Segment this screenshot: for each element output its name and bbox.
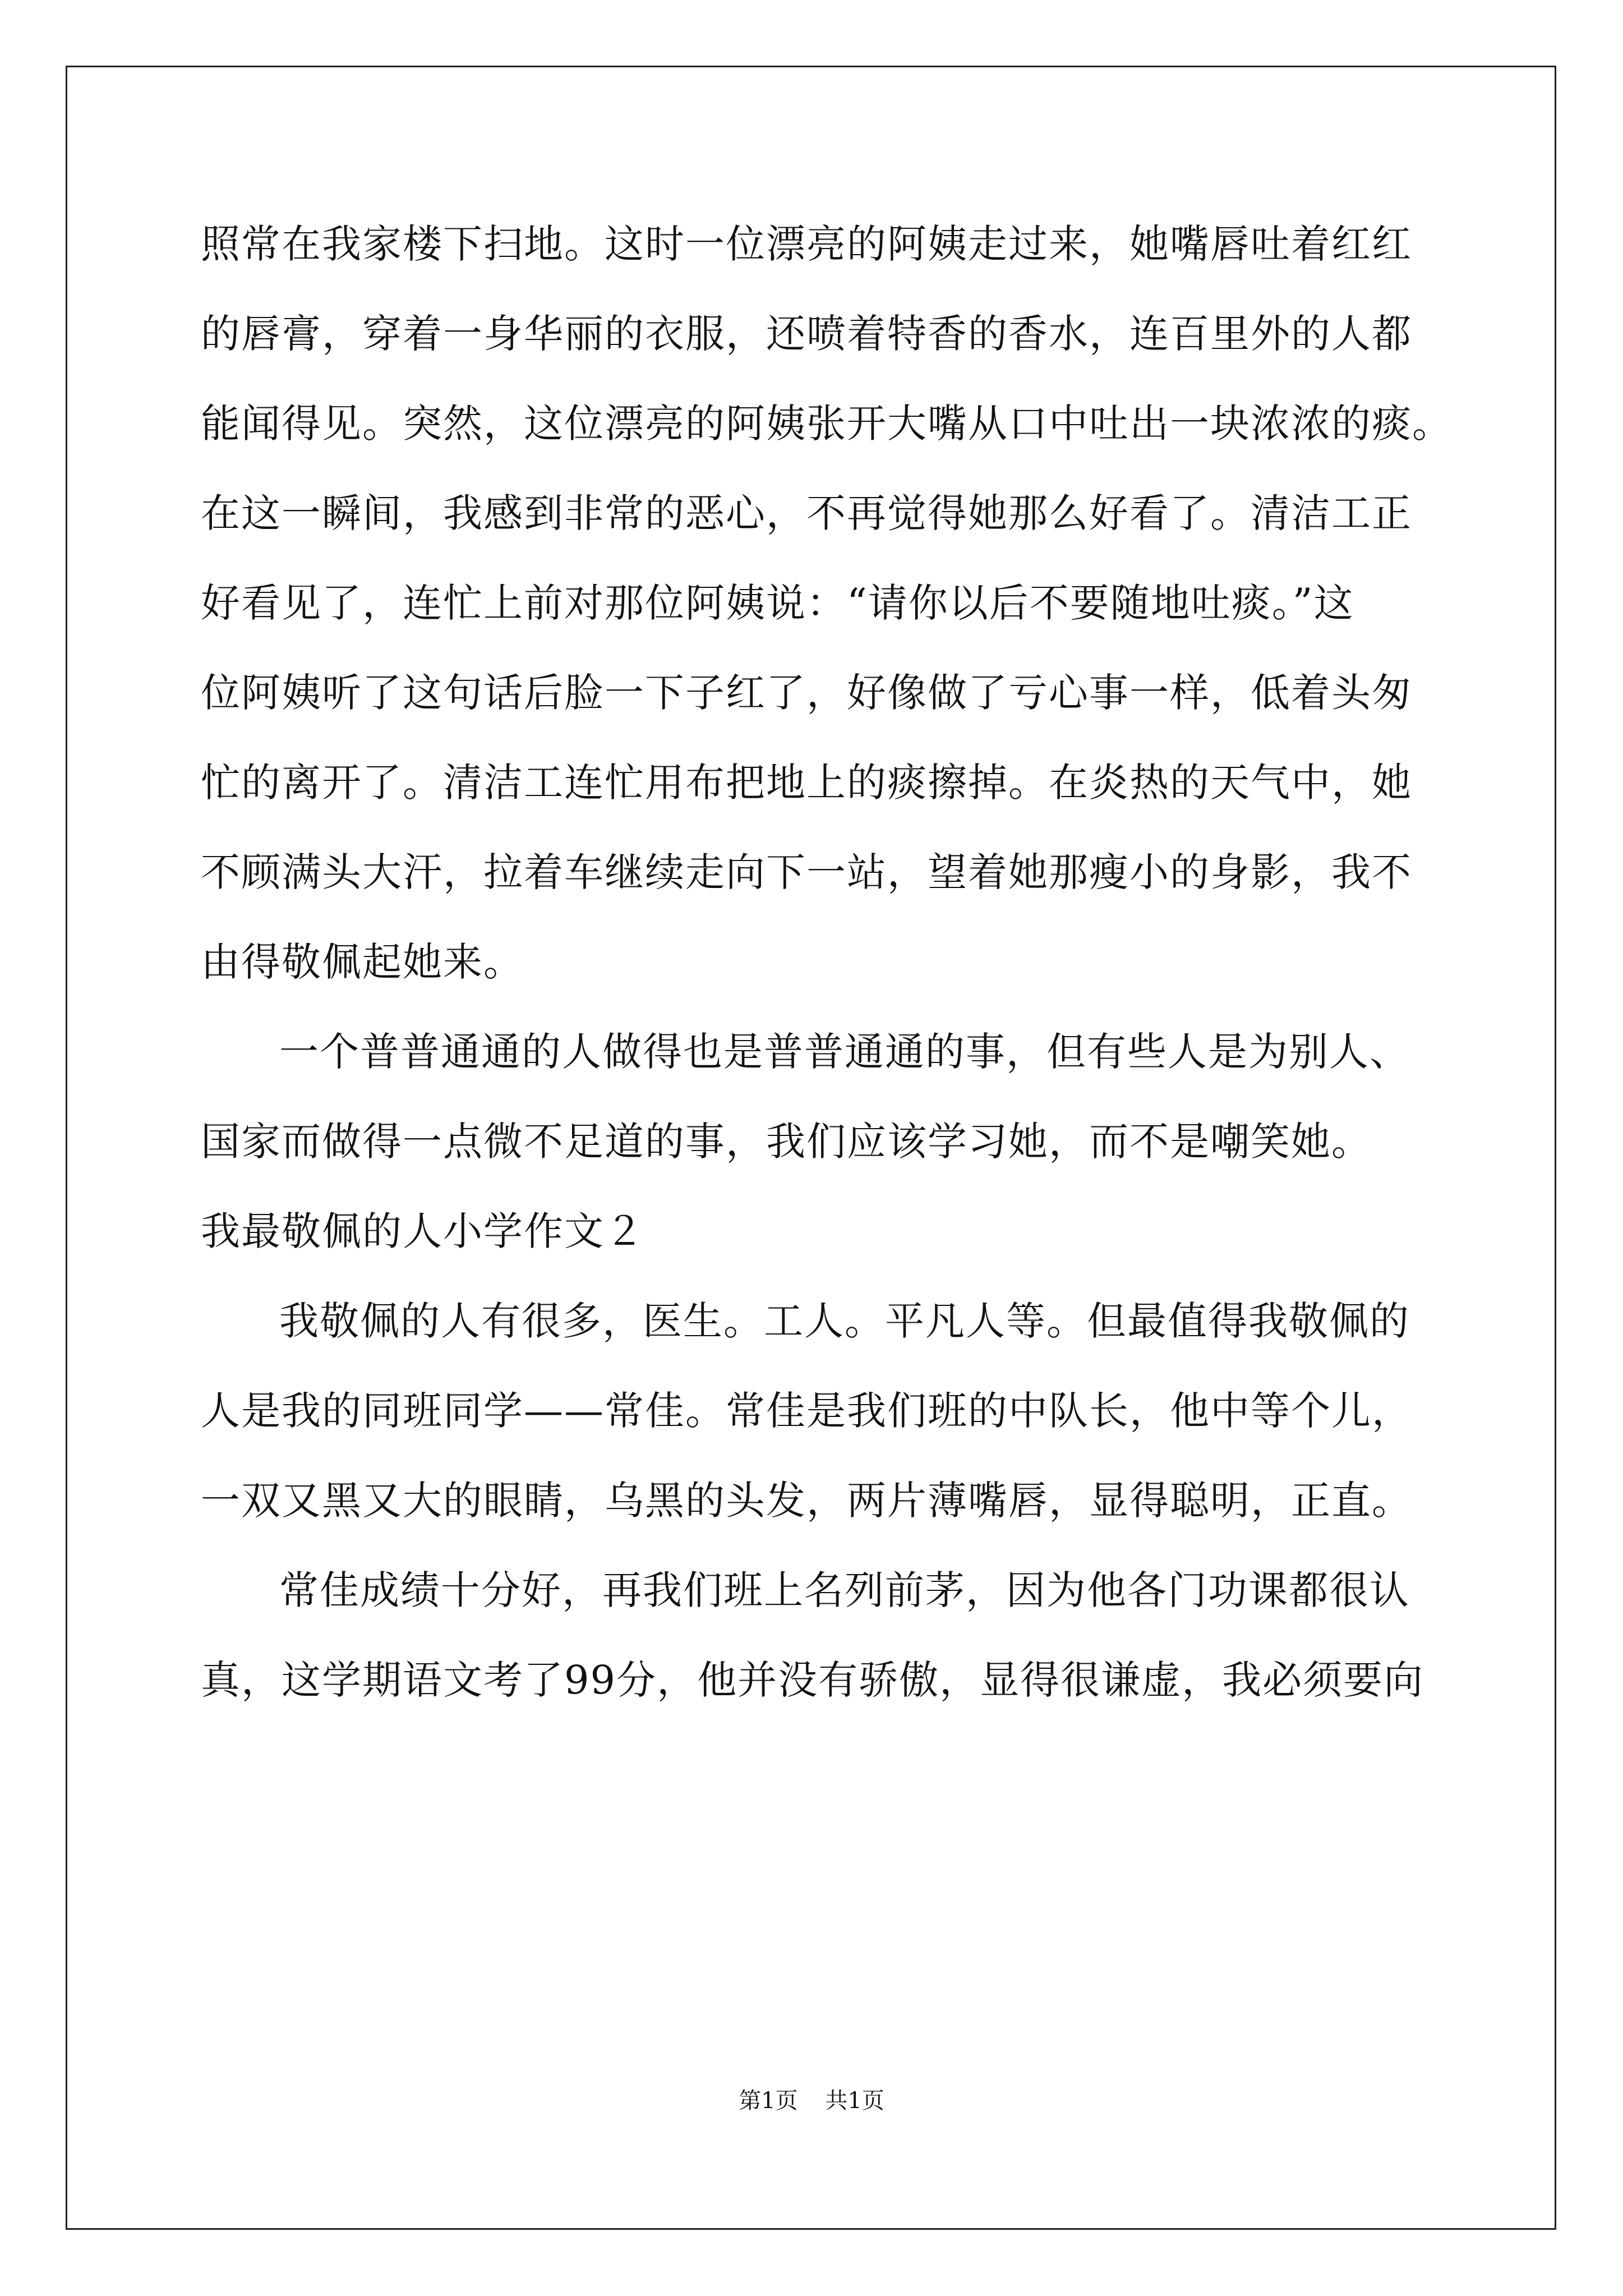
paragraph-first-line: 常佳成绩十分好，再我们班上名列前茅，因为他各门功课都很认 (279, 1567, 1410, 1613)
text-line: 忙的离开了。清洁工连忙用布把地上的痰擦掉。在炎热的天气中，她 (201, 760, 1412, 806)
page-total: 共1页 (825, 2088, 884, 2114)
text-line: 在这一瞬间，我感到非常的恶心，不再觉得她那么好看了。清洁工正 (201, 490, 1412, 536)
page-footer (0, 2087, 1623, 2115)
section-heading: 我最敬佩的人小学作文２ (201, 1208, 645, 1254)
text-line: 位阿姨听了这句话后脸一下子红了，好像做了亏心事一样，低着头匆 (201, 670, 1412, 716)
text-line: 照常在我家楼下扫地。这时一位漂亮的阿姨走过来，她嘴唇吐着红红 (201, 221, 1412, 267)
paragraph-first-line: 一个普普通通的人做得也是普普通通的事，但有些人是为别人、 (279, 1029, 1410, 1075)
text-line: 好看见了，连忙上前对那位阿姨说：“请你以后不要随地吐痰。”这 (201, 580, 1354, 626)
text-line: 的唇膏，穿着一身华丽的衣服，还喷着特香的香水，连百里外的人都 (201, 311, 1412, 357)
paragraph-first-line: 我敬佩的人有很多，医生。工人。平凡人等。但最值得我敬佩的 (279, 1298, 1410, 1344)
text-line: 能闻得见。突然，这位漂亮的阿姨张开大嘴从口中吐出一块浓浓的痰。 (201, 401, 1453, 447)
text-line: 一双又黑又大的眼睛，乌黑的头发，两片薄嘴唇，显得聪明，正直。 (201, 1478, 1412, 1524)
text-line: 由得敬佩起她来。 (201, 939, 524, 985)
text-line: 不顾满头大汗，拉着车继续走向下一站，望着她那瘦小的身影，我不 (201, 849, 1412, 895)
text-line: 国家而做得一点微不足道的事，我们应该学习她，而不是嘲笑她。 (201, 1119, 1372, 1165)
page-number: 第1页 (739, 2088, 798, 2114)
text-line: 人是我的同班同学——常佳。常佳是我们班的中队长，他中等个儿， (201, 1388, 1412, 1434)
text-line: 真，这学期语文考了99分，他并没有骄傲，显得很谦虚，我必须要向 (201, 1657, 1424, 1703)
